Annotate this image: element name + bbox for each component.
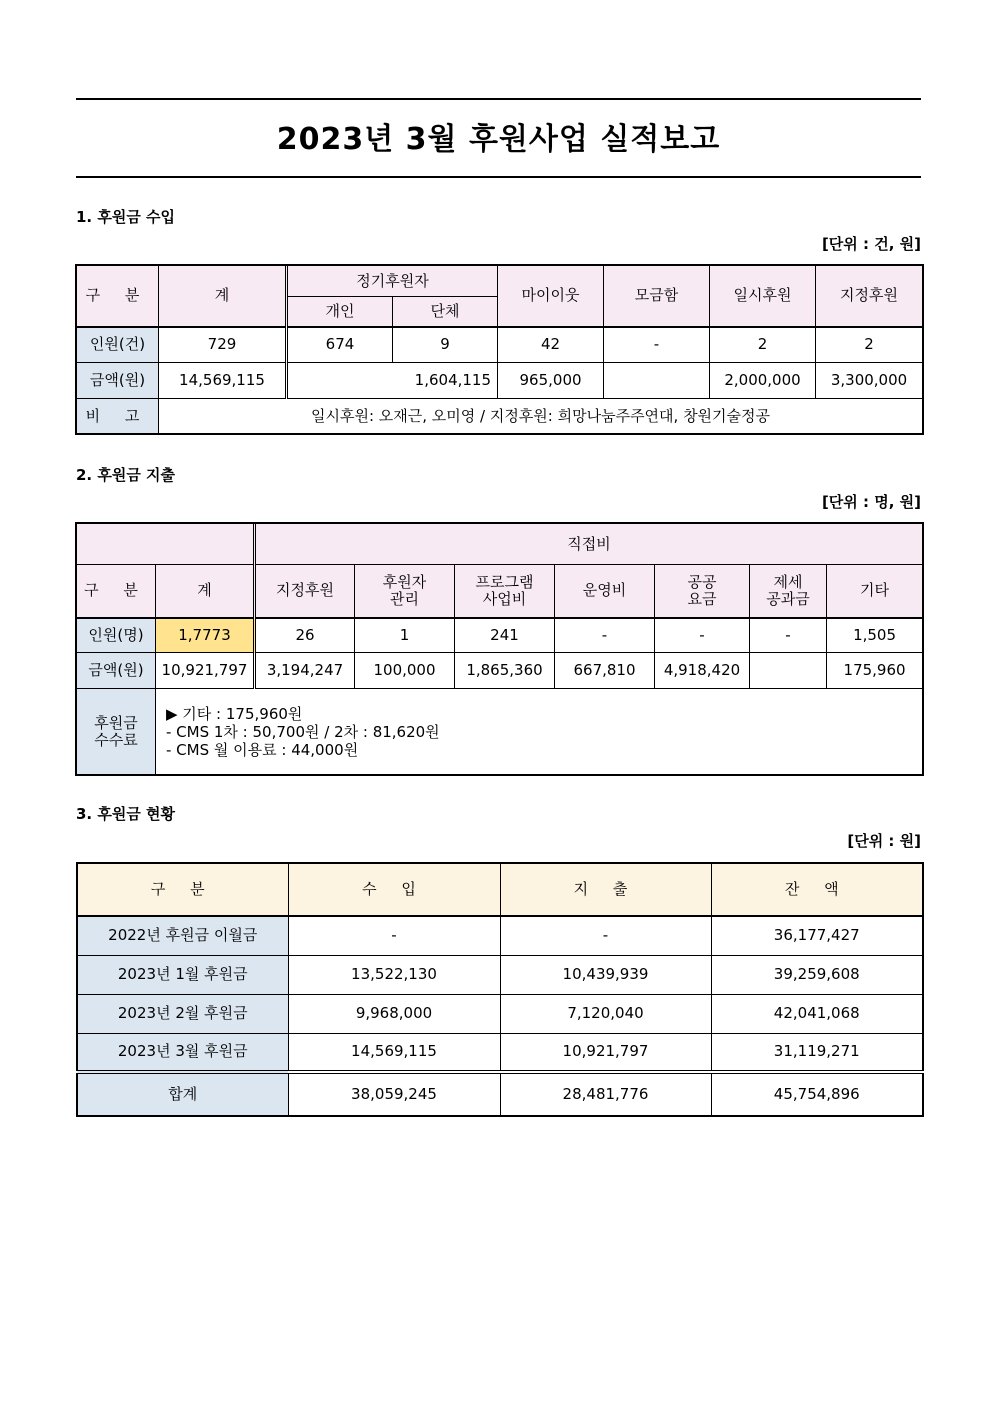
expense-fee-label: 후원금 수수료 <box>77 689 156 775</box>
expense-count-designated: 26 <box>255 618 355 653</box>
income-remark: 일시후원: 오재근, 오미영 / 지정후원: 희망나눔주주연대, 창원기술정공 <box>159 399 923 434</box>
expense-hdr-utility: 공공 요금 <box>655 565 750 618</box>
expense-hdr-taxes: 제세 공과금 <box>750 565 827 618</box>
expense-hdr-etc: 기타 <box>827 565 923 618</box>
income-amount-onetime: 2,000,000 <box>710 363 816 399</box>
income-hdr-individual: 개인 <box>287 297 393 327</box>
expense-amount-taxes <box>750 653 827 689</box>
status-row-label: 2023년 1월 후원금 <box>77 955 288 994</box>
fee-line: - CMS 월 이용료 : 44,000원 <box>166 740 359 759</box>
expense-unit: [단위 : 명, 원] <box>821 493 921 511</box>
status-row-balance: 36,177,427 <box>711 916 923 955</box>
income-hdr-total: 계 <box>159 266 287 327</box>
expense-hdr-total: 계 <box>156 565 255 618</box>
expense-amount-etc: 175,960 <box>827 653 923 689</box>
expense-count-donor-mgmt: 1 <box>355 618 455 653</box>
income-count-total: 729 <box>159 327 287 363</box>
status-total-income: 38,059,245 <box>288 1072 500 1116</box>
expense-amount-program: 1,865,360 <box>455 653 555 689</box>
income-hdr-box: 모금함 <box>604 266 710 327</box>
status-row-expense: - <box>500 916 711 955</box>
status-row-expense: 7,120,040 <box>500 994 711 1033</box>
expense-hdr-donor-mgmt: 후원자 관리 <box>355 565 455 618</box>
status-total-balance: 45,754,896 <box>711 1072 923 1116</box>
expense-row-count-label: 인원(명) <box>77 618 156 653</box>
income-hdr-designated: 지정후원 <box>816 266 923 327</box>
expense-amount-donor-mgmt: 100,000 <box>355 653 455 689</box>
income-count-group: 9 <box>393 327 498 363</box>
fee-line: ▶ 기타 : 175,960원 <box>166 704 303 723</box>
income-row-count-label: 인원(건) <box>77 327 159 363</box>
income-amount-myiut: 965,000 <box>498 363 604 399</box>
status-row-expense: 10,921,797 <box>500 1033 711 1072</box>
status-heading: 3. 후원금 현황 <box>76 805 176 823</box>
income-hdr-regular: 정기후원자 <box>287 266 498 297</box>
status-row-income: 14,569,115 <box>288 1033 500 1072</box>
income-amount-box <box>604 363 710 399</box>
income-hdr-myiut: 마이이웃 <box>498 266 604 327</box>
status-row-expense: 10,439,939 <box>500 955 711 994</box>
income-count-individual: 674 <box>287 327 393 363</box>
status-unit: [단위 : 원] <box>847 832 921 850</box>
status-row-label: 2022년 후원금 이월금 <box>77 916 288 955</box>
expense-table <box>76 523 923 775</box>
status-row-balance: 31,119,271 <box>711 1033 923 1072</box>
status-row-income: 13,522,130 <box>288 955 500 994</box>
expense-hdr-gubun: 구 분 <box>77 565 156 618</box>
status-hdr-expense: 지 출 <box>500 863 711 916</box>
expense-count-total: 1,7773 <box>156 618 255 653</box>
income-heading: 1. 후원금 수입 <box>76 208 176 226</box>
income-remark-label: 비 고 <box>77 399 159 434</box>
income-count-box: - <box>604 327 710 363</box>
income-count-myiut: 42 <box>498 327 604 363</box>
expense-count-program: 241 <box>455 618 555 653</box>
income-count-designated: 2 <box>816 327 923 363</box>
expense-amount-designated: 3,194,247 <box>255 653 355 689</box>
expense-hdr-direct: 직접비 <box>255 524 923 565</box>
expense-amount-utility: 4,918,420 <box>655 653 750 689</box>
status-row-balance: 39,259,608 <box>711 955 923 994</box>
expense-fee-note <box>156 689 923 775</box>
status-row-label: 2023년 3월 후원금 <box>77 1033 288 1072</box>
title-bottom-rule <box>76 176 921 178</box>
expense-count-taxes: - <box>750 618 827 653</box>
status-hdr-balance: 잔 액 <box>711 863 923 916</box>
income-amount-designated: 3,300,000 <box>816 363 923 399</box>
page-title: 2023년 3월 후원사업 실적보고 <box>276 122 721 157</box>
income-unit: [단위 : 건, 원] <box>821 235 921 253</box>
status-row-income: - <box>288 916 500 955</box>
income-row-amount-label: 금액(원) <box>77 363 159 399</box>
expense-row-amount-label: 금액(원) <box>77 653 156 689</box>
status-total-expense: 28,481,776 <box>500 1072 711 1116</box>
expense-heading: 2. 후원금 지출 <box>76 466 176 484</box>
income-hdr-gubun: 구 분 <box>77 266 159 327</box>
income-amount-regular: 1,604,115 <box>287 363 498 399</box>
status-total-label: 합계 <box>77 1072 288 1116</box>
income-hdr-onetime: 일시후원 <box>710 266 816 327</box>
status-hdr-gubun: 구 분 <box>77 863 288 916</box>
income-count-onetime: 2 <box>710 327 816 363</box>
status-table <box>76 862 924 1117</box>
expense-hdr-operation: 운영비 <box>555 565 655 618</box>
expense-hdr-program: 프로그램 사업비 <box>455 565 555 618</box>
status-row-label: 2023년 2월 후원금 <box>77 994 288 1033</box>
fee-line: - CMS 1차 : 50,700원 / 2차 : 81,620원 <box>166 722 440 741</box>
income-amount-total: 14,569,115 <box>159 363 287 399</box>
expense-hdr-blank <box>77 524 255 565</box>
expense-amount-operation: 667,810 <box>555 653 655 689</box>
expense-hdr-designated: 지정후원 <box>255 565 355 618</box>
title-top-rule <box>76 98 921 100</box>
status-hdr-income: 수 입 <box>288 863 500 916</box>
expense-count-operation: - <box>555 618 655 653</box>
expense-count-etc: 1,505 <box>827 618 923 653</box>
income-table <box>76 265 923 434</box>
expense-count-utility: - <box>655 618 750 653</box>
income-hdr-group: 단체 <box>393 297 498 327</box>
status-row-income: 9,968,000 <box>288 994 500 1033</box>
status-row-balance: 42,041,068 <box>711 994 923 1033</box>
expense-amount-total: 10,921,797 <box>156 653 255 689</box>
